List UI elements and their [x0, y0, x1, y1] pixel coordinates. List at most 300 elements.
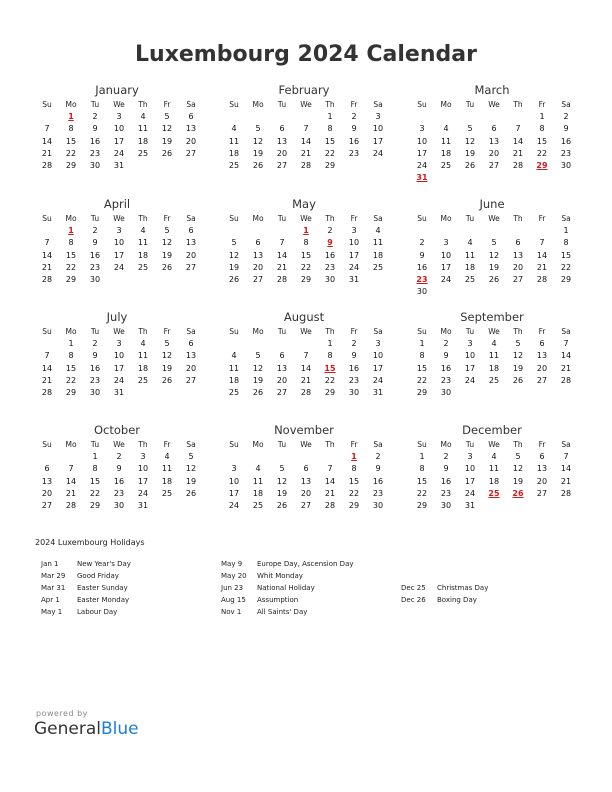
day-cell: 9 [92, 238, 98, 248]
day-cell: 20 [488, 148, 500, 158]
day-cell: 30 [416, 287, 428, 297]
holiday-name: Easter Sunday [77, 584, 128, 592]
day-cell: 25 [488, 375, 500, 385]
month-day-grid [222, 99, 386, 172]
day-cell: 24 [113, 375, 125, 385]
day-cell: 26 [228, 274, 240, 284]
month-name: January [95, 83, 139, 97]
holiday-row [221, 606, 391, 618]
day-cell: 20 [252, 262, 264, 272]
day-cell: 24 [228, 500, 240, 510]
day-cell: 19 [464, 148, 476, 158]
day-cell: 7 [44, 124, 50, 134]
empty-cell [222, 451, 246, 463]
empty-cell [294, 451, 318, 463]
day-cell: 22 [348, 488, 360, 498]
day-cell: 27 [41, 500, 53, 510]
month-november [222, 423, 386, 512]
weekday-header: Su [229, 440, 239, 449]
day-cell: 24 [464, 375, 476, 385]
day-cell: 3 [231, 464, 237, 474]
brand-text-general: General [34, 719, 101, 739]
day-cell: 12 [252, 136, 264, 146]
day-cell: 13 [276, 136, 288, 146]
day-cell: 23 [560, 148, 572, 158]
day-cell: 8 [419, 464, 425, 474]
day-cell: 30 [324, 274, 336, 284]
weekday-header: Mo [440, 327, 452, 336]
empty-cell [270, 451, 294, 463]
empty-cell [59, 451, 83, 463]
empty-cell [270, 111, 294, 123]
weekday-header: We [113, 327, 125, 336]
day-cell: 14 [41, 250, 53, 260]
day-cell: 22 [416, 375, 428, 385]
holiday-row [41, 606, 211, 618]
day-cell: 15 [300, 250, 312, 260]
weekday-header: Su [417, 214, 427, 223]
day-cell: 7 [327, 464, 333, 474]
day-cell: 25 [228, 387, 240, 397]
day-cell: 26 [276, 500, 288, 510]
day-cell: 20 [185, 363, 197, 373]
empty-cell [222, 338, 246, 350]
day-cell: 6 [188, 112, 194, 122]
day-cell: 11 [488, 464, 500, 474]
month-name: April [103, 197, 131, 211]
day-cell: 9 [92, 124, 98, 134]
weekday-header: Fr [538, 440, 546, 449]
day-cell: 5 [255, 124, 261, 134]
day-cell: 1 [327, 112, 333, 122]
day-cell: 25 [137, 375, 149, 385]
empty-cell [246, 225, 270, 237]
day-cell: 14 [536, 250, 548, 260]
day-cell: 7 [44, 238, 50, 248]
day-cell: 1 [563, 226, 569, 236]
month-name: June [479, 197, 505, 211]
day-cell: 8 [68, 238, 74, 248]
day-cell: 13 [185, 351, 197, 361]
day-cell: 12 [276, 476, 288, 486]
day-cell: 12 [512, 464, 524, 474]
day-cell: 1 [419, 452, 425, 462]
day-cell: 7 [303, 124, 309, 134]
day-cell: 4 [140, 112, 146, 122]
day-cell: 16 [372, 476, 384, 486]
weekday-header: Mo [65, 214, 77, 223]
day-cell: 9 [116, 464, 122, 474]
weekday-header: Su [42, 327, 52, 336]
day-cell: 21 [560, 476, 572, 486]
day-cell: 18 [137, 363, 149, 373]
day-cell: 5 [231, 238, 237, 248]
day-cell: 11 [137, 351, 149, 361]
day-cell: 15 [89, 476, 101, 486]
month-day-grid [410, 439, 574, 512]
day-cell: 3 [375, 339, 381, 349]
empty-cell [246, 338, 270, 350]
day-cell: 14 [65, 476, 77, 486]
weekday-header: We [488, 440, 500, 449]
holiday-name: Good Friday [77, 572, 119, 580]
day-cell: 21 [276, 262, 288, 272]
day-cell: 16 [560, 136, 572, 146]
holiday-column-1 [41, 558, 211, 618]
holiday-day-cell: 1 [351, 452, 357, 462]
empty-cell [410, 111, 434, 123]
day-cell: 26 [252, 387, 264, 397]
day-cell: 19 [161, 363, 173, 373]
day-cell: 5 [467, 124, 473, 134]
day-cell: 21 [512, 148, 524, 158]
day-cell: 19 [252, 375, 264, 385]
holiday-day-cell: 15 [324, 363, 336, 373]
day-cell: 8 [327, 351, 333, 361]
weekday-header: Mo [252, 440, 264, 449]
day-cell: 25 [464, 274, 476, 284]
weekday-header: Sa [373, 214, 383, 223]
holiday-date: Jan 1 [41, 560, 59, 568]
weekday-header: Th [325, 327, 335, 336]
weekday-header: Su [42, 100, 52, 109]
empty-cell [294, 111, 318, 123]
holiday-name: Boxing Day [437, 596, 477, 604]
day-cell: 10 [372, 124, 384, 134]
day-cell: 14 [276, 250, 288, 260]
month-july [35, 310, 199, 399]
holiday-name: Easter Monday [77, 596, 130, 604]
empty-cell [506, 111, 530, 123]
day-cell: 17 [348, 250, 360, 260]
day-cell: 24 [440, 274, 452, 284]
day-cell: 17 [113, 250, 125, 260]
day-cell: 9 [375, 464, 381, 474]
day-cell: 17 [137, 476, 149, 486]
page-title: Luxembourg 2024 Calendar [135, 42, 477, 67]
day-cell: 21 [300, 148, 312, 158]
holiday-day-cell: 1 [68, 112, 74, 122]
day-cell: 30 [89, 387, 101, 397]
day-cell: 19 [512, 476, 524, 486]
empty-cell [458, 225, 482, 237]
day-cell: 27 [536, 375, 548, 385]
weekday-header: We [113, 214, 125, 223]
day-cell: 9 [351, 351, 357, 361]
holiday-date: Dec 26 [401, 596, 426, 604]
day-cell: 17 [440, 262, 452, 272]
day-cell: 23 [89, 262, 101, 272]
month-may [222, 197, 386, 286]
day-cell: 2 [443, 339, 449, 349]
brand-logo[interactable] [34, 719, 139, 739]
day-cell: 28 [300, 387, 312, 397]
day-cell: 4 [164, 452, 170, 462]
day-cell: 2 [563, 112, 569, 122]
weekday-header: Su [42, 214, 52, 223]
day-cell: 22 [65, 262, 77, 272]
day-cell: 26 [512, 375, 524, 385]
day-cell: 22 [65, 375, 77, 385]
empty-cell [35, 111, 59, 123]
day-cell: 4 [467, 238, 473, 248]
day-cell: 17 [113, 363, 125, 373]
day-cell: 13 [300, 476, 312, 486]
day-cell: 18 [228, 375, 240, 385]
day-cell: 13 [252, 250, 264, 260]
day-cell: 19 [488, 262, 500, 272]
day-cell: 11 [464, 250, 476, 260]
day-cell: 18 [137, 136, 149, 146]
weekday-header: Sa [186, 440, 196, 449]
day-cell: 2 [443, 452, 449, 462]
weekday-header: Fr [163, 440, 171, 449]
month-june [410, 197, 574, 298]
day-cell: 15 [416, 363, 428, 373]
day-cell: 31 [348, 274, 360, 284]
day-cell: 3 [116, 226, 122, 236]
day-cell: 18 [488, 363, 500, 373]
month-day-grid [222, 213, 386, 286]
day-cell: 11 [372, 238, 384, 248]
weekday-header: Sa [373, 327, 383, 336]
day-cell: 6 [279, 124, 285, 134]
day-cell: 16 [348, 363, 360, 373]
day-cell: 29 [324, 160, 336, 170]
weekday-header: Tu [90, 214, 100, 223]
day-cell: 13 [536, 464, 548, 474]
day-cell: 6 [539, 452, 545, 462]
day-cell: 17 [464, 363, 476, 373]
day-cell: 17 [228, 488, 240, 498]
day-cell: 28 [300, 160, 312, 170]
weekday-header: Fr [350, 100, 358, 109]
day-cell: 25 [137, 262, 149, 272]
day-cell: 1 [539, 112, 545, 122]
day-cell: 22 [536, 148, 548, 158]
day-cell: 25 [161, 488, 173, 498]
day-cell: 14 [41, 363, 53, 373]
weekday-header: Fr [163, 100, 171, 109]
weekday-header: Th [138, 440, 148, 449]
day-cell: 28 [41, 274, 53, 284]
weekday-header: Fr [538, 327, 546, 336]
day-cell: 6 [44, 464, 50, 474]
day-cell: 6 [279, 351, 285, 361]
month-august [222, 310, 386, 399]
weekday-header: Th [325, 214, 335, 223]
empty-cell [294, 338, 318, 350]
weekday-header: We [300, 440, 312, 449]
holiday-name: Europe Day, Ascension Day [257, 560, 354, 568]
day-cell: 15 [65, 136, 77, 146]
day-cell: 13 [488, 136, 500, 146]
day-cell: 15 [416, 476, 428, 486]
holiday-date: Jun 23 [221, 584, 244, 592]
day-cell: 4 [231, 351, 237, 361]
day-cell: 20 [536, 363, 548, 373]
day-cell: 14 [300, 363, 312, 373]
holiday-date: Dec 25 [401, 584, 426, 592]
day-cell: 18 [488, 476, 500, 486]
day-cell: 22 [416, 488, 428, 498]
day-cell: 12 [252, 363, 264, 373]
weekday-header: Su [417, 327, 427, 336]
day-cell: 8 [68, 351, 74, 361]
weekday-header: Su [42, 440, 52, 449]
month-september [410, 310, 574, 399]
day-cell: 30 [372, 500, 384, 510]
day-cell: 16 [416, 262, 428, 272]
day-cell: 19 [512, 363, 524, 373]
day-cell: 8 [351, 464, 357, 474]
day-cell: 14 [560, 464, 572, 474]
holiday-day-cell: 31 [416, 173, 428, 183]
day-cell: 5 [164, 112, 170, 122]
empty-cell [270, 338, 294, 350]
weekday-header: Su [229, 327, 239, 336]
day-cell: 3 [467, 452, 473, 462]
weekday-header: Tu [465, 100, 475, 109]
day-cell: 8 [539, 124, 545, 134]
day-cell: 24 [113, 148, 125, 158]
month-day-grid [35, 439, 199, 512]
day-cell: 30 [440, 500, 452, 510]
day-cell: 10 [113, 238, 125, 248]
day-cell: 20 [276, 148, 288, 158]
weekday-header: Sa [186, 100, 196, 109]
month-january [35, 83, 199, 172]
day-cell: 24 [348, 262, 360, 272]
day-cell: 3 [467, 339, 473, 349]
weekday-header: Fr [163, 327, 171, 336]
day-cell: 3 [375, 112, 381, 122]
weekday-header: Sa [373, 440, 383, 449]
holiday-date: Mar 29 [41, 572, 66, 580]
holiday-date: May 9 [221, 560, 243, 568]
holiday-day-cell: 29 [536, 160, 548, 170]
day-cell: 9 [443, 464, 449, 474]
holiday-row [221, 582, 391, 594]
day-cell: 30 [560, 160, 572, 170]
empty-cell [458, 111, 482, 123]
day-cell: 29 [416, 387, 428, 397]
month-day-grid [35, 213, 199, 286]
day-cell: 16 [440, 363, 452, 373]
day-cell: 7 [515, 124, 521, 134]
day-cell: 14 [512, 136, 524, 146]
day-cell: 19 [185, 476, 197, 486]
day-cell: 27 [300, 500, 312, 510]
day-cell: 10 [464, 351, 476, 361]
weekday-header: Sa [561, 214, 571, 223]
month-name: July [106, 310, 128, 324]
day-cell: 31 [113, 160, 125, 170]
day-cell: 10 [113, 124, 125, 134]
day-cell: 25 [440, 160, 452, 170]
day-cell: 26 [252, 160, 264, 170]
day-cell: 22 [324, 375, 336, 385]
holiday-name: National Holiday [257, 584, 315, 592]
holiday-day-cell: 1 [68, 226, 74, 236]
day-cell: 23 [89, 148, 101, 158]
day-cell: 13 [512, 250, 524, 260]
month-name: October [93, 423, 141, 437]
day-cell: 28 [324, 500, 336, 510]
empty-cell [270, 225, 294, 237]
day-cell: 9 [443, 351, 449, 361]
day-cell: 4 [231, 124, 237, 134]
empty-cell [434, 225, 458, 237]
day-cell: 10 [416, 136, 428, 146]
weekday-header: Tu [465, 214, 475, 223]
day-cell: 7 [44, 351, 50, 361]
day-cell: 4 [491, 339, 497, 349]
month-december [410, 423, 574, 512]
day-cell: 19 [161, 136, 173, 146]
brand-text-blue: Blue [101, 719, 139, 739]
day-cell: 20 [41, 488, 53, 498]
day-cell: 11 [228, 363, 240, 373]
weekday-header: Mo [440, 100, 452, 109]
day-cell: 23 [89, 375, 101, 385]
day-cell: 16 [89, 136, 101, 146]
day-cell: 24 [113, 262, 125, 272]
day-cell: 7 [279, 238, 285, 248]
day-cell: 4 [140, 339, 146, 349]
month-day-grid [410, 99, 574, 184]
day-cell: 14 [560, 351, 572, 361]
day-cell: 18 [252, 488, 264, 498]
day-cell: 12 [185, 464, 197, 474]
day-cell: 18 [161, 476, 173, 486]
holiday-column-3 [401, 582, 571, 606]
day-cell: 1 [327, 339, 333, 349]
day-cell: 2 [375, 452, 381, 462]
weekday-header: Th [513, 214, 523, 223]
weekday-header: Su [417, 440, 427, 449]
day-cell: 28 [560, 375, 572, 385]
day-cell: 22 [89, 488, 101, 498]
empty-cell [482, 111, 506, 123]
weekday-header: Su [229, 214, 239, 223]
day-cell: 15 [560, 250, 572, 260]
day-cell: 27 [276, 160, 288, 170]
weekday-header: Fr [538, 214, 546, 223]
day-cell: 24 [416, 160, 428, 170]
day-cell: 11 [228, 136, 240, 146]
day-cell: 28 [41, 387, 53, 397]
day-cell: 17 [416, 148, 428, 158]
holiday-name: All Saints' Day [257, 608, 308, 616]
day-cell: 3 [443, 238, 449, 248]
month-day-grid [410, 213, 574, 298]
day-cell: 21 [65, 488, 77, 498]
holiday-row [401, 582, 571, 594]
day-cell: 18 [228, 148, 240, 158]
day-cell: 13 [185, 124, 197, 134]
day-cell: 5 [279, 464, 285, 474]
day-cell: 29 [300, 274, 312, 284]
weekday-header: Mo [252, 214, 264, 223]
empty-cell [434, 111, 458, 123]
weekday-header: Th [138, 214, 148, 223]
day-cell: 13 [41, 476, 53, 486]
day-cell: 19 [252, 148, 264, 158]
day-cell: 16 [324, 250, 336, 260]
day-cell: 29 [560, 274, 572, 284]
day-cell: 23 [348, 375, 360, 385]
